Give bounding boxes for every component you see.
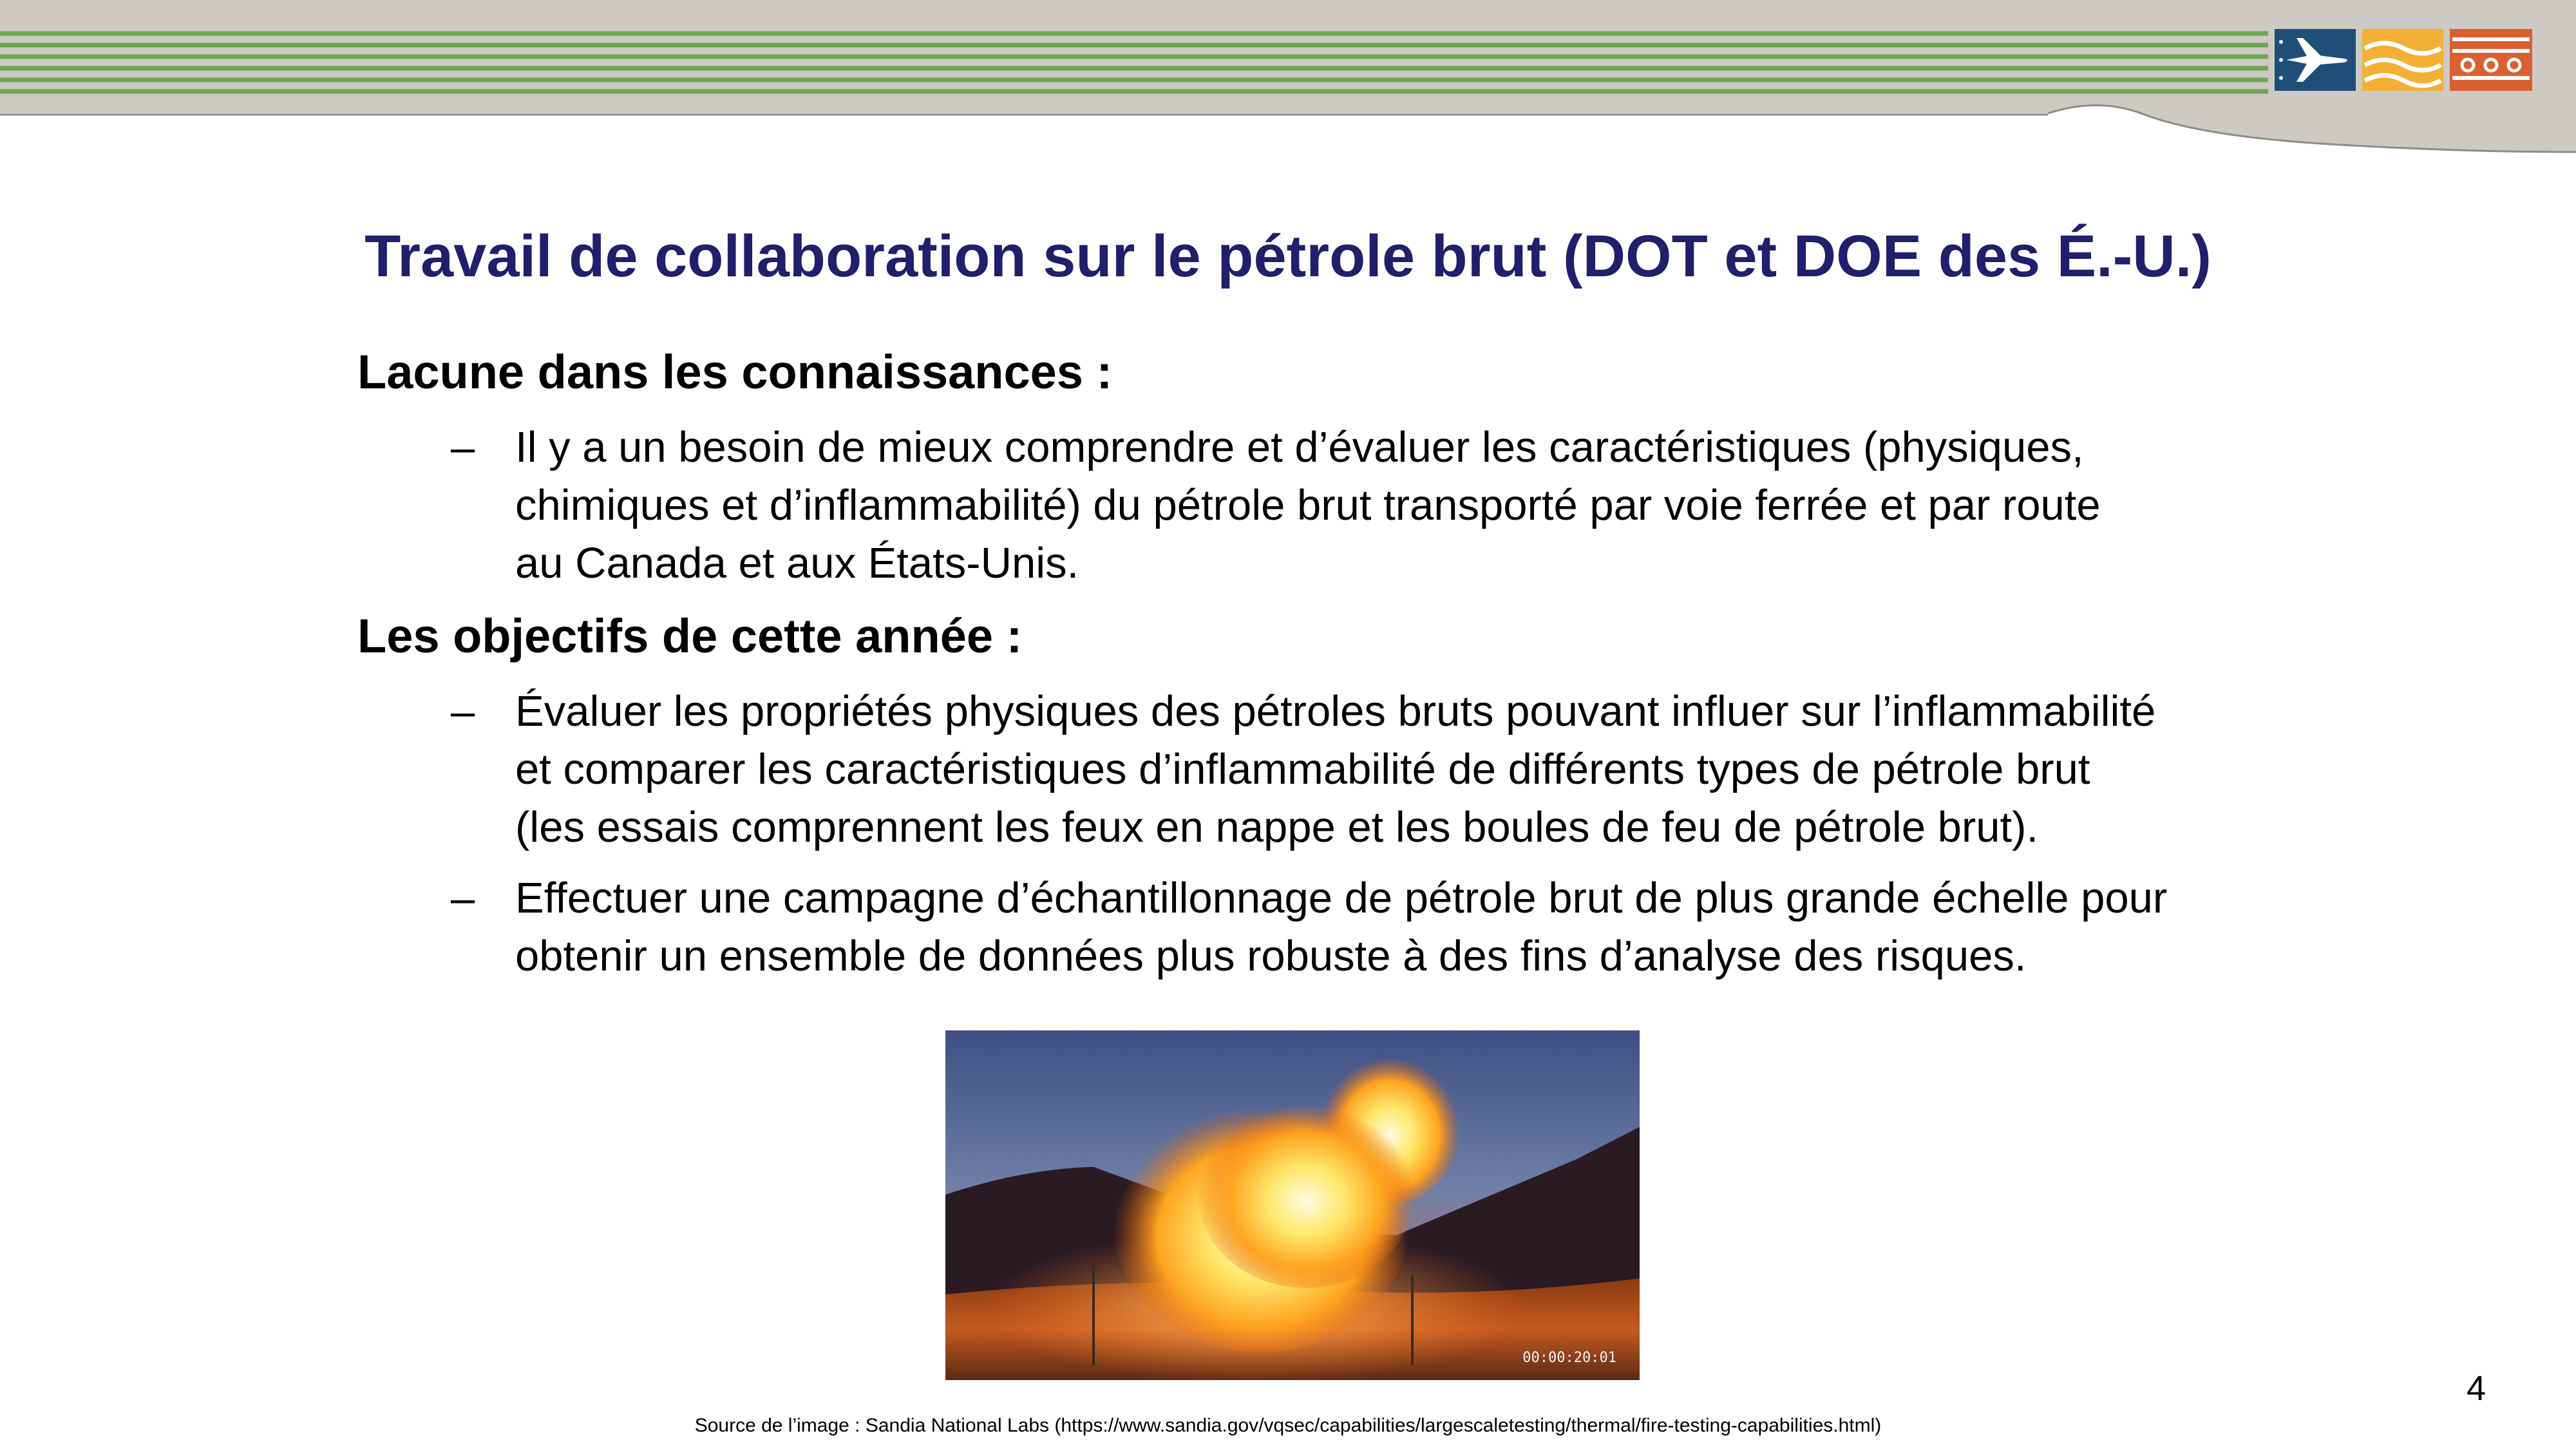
bullet-line: Évaluer les propriétés physiques des pétroles bruts pouvant influer sur l’inflammabilité [515, 687, 2156, 735]
section-heading-objectives: Les objectifs de cette année : [357, 609, 1023, 663]
slide-title: Travail de collaboration sur le pétrole brut (DOT et DOE des É.-U.) [365, 223, 2211, 289]
page-number: 4 [2467, 1369, 2486, 1408]
bullet-line: (les essais comprennent les feux en nappe et les boules de feu de pétrole brut). [515, 803, 2039, 851]
video-timestamp: 00:00:20:01 [1522, 1350, 1616, 1366]
bullet-line: Il y a un besoin de mieux comprendre et d’évaluer les caractéristiques (physiques, [515, 423, 2084, 471]
bullet-item [451, 419, 2267, 592]
air-transport-icon [2275, 29, 2356, 91]
marine-transport-icon [2362, 29, 2443, 91]
rail-transport-icon [2450, 29, 2532, 91]
bullet-dash: – [451, 687, 475, 735]
fireball-test-photo [945, 1030, 1640, 1380]
bullet-dash: – [451, 423, 475, 471]
image-source-caption: Source de l’image : Sandia National Labs (https://www.sandia.gov/vqsec/capabilities/largescaletesting/thermal/fire-testing-capabilities.html) [694, 1415, 1882, 1436]
bullet-line: chimiques et d’inflammabilité) du pétrole brut transporté par voie ferrée et par route [515, 481, 2101, 529]
bullet-line: au Canada et aux États-Unis. [515, 539, 1079, 587]
section-heading-knowledge-gap: Lacune dans les connaissances : [357, 345, 1113, 399]
bullet-line: Effectuer une campagne d’échantillonnage de pétrole brut de plus grande échelle pour [515, 874, 2168, 922]
transport-mode-logos [2275, 29, 2532, 91]
bullet-item [451, 683, 2267, 857]
bullet-item [451, 869, 2267, 985]
header-band [0, 0, 2576, 155]
bullet-line: et comparer les caractéristiques d’inflammabilité de différents types de pétrole brut [515, 745, 2090, 793]
bullet-line: obtenir un ensemble de données plus robuste à des fins d’analyse des risques. [515, 932, 2027, 980]
bullet-dash: – [451, 874, 475, 922]
